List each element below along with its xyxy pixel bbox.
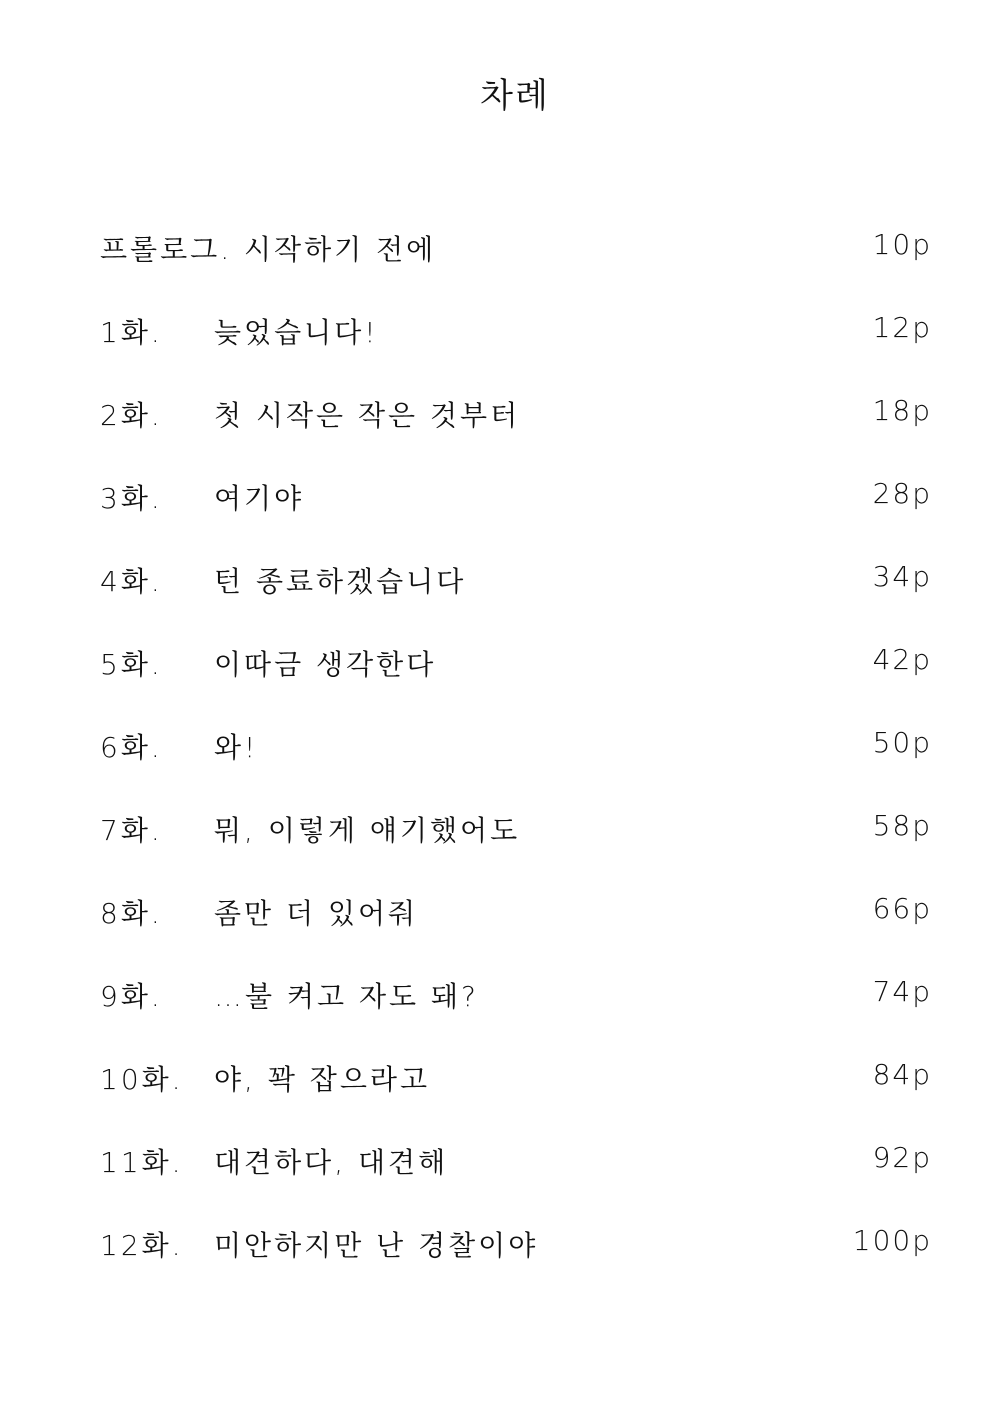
- toc-entry-title: 턴 종료하겠습니다: [214, 565, 467, 598]
- toc-entry-page: 28p: [872, 477, 932, 510]
- toc-entry-title: …불 켜고 자도 돼?: [214, 980, 479, 1013]
- toc-entry-chapter-2: [100, 394, 932, 477]
- toc-entry-page: 50p: [872, 726, 932, 759]
- toc-entry-number: 9화.: [100, 980, 163, 1013]
- toc-entry-number: 11화.: [100, 1146, 184, 1179]
- toc-entry-chapter-12: [100, 1224, 932, 1307]
- toc-entry-chapter-3: [100, 477, 932, 560]
- toc-entry-number: 5화.: [100, 648, 163, 681]
- toc-entry-chapter-8: [100, 892, 932, 975]
- toc-entry-page: 74p: [872, 975, 932, 1008]
- toc-entry-title: 와!: [214, 731, 259, 764]
- page-title: 차례: [480, 76, 550, 116]
- toc-entry-prologue: [100, 228, 932, 311]
- toc-entry-number: 4화.: [100, 565, 163, 598]
- toc-entry-page: 84p: [872, 1058, 932, 1091]
- toc-entry-page: 18p: [872, 394, 932, 427]
- toc-entry-chapter-1: [100, 311, 932, 394]
- toc-entry-page: 12p: [872, 311, 932, 344]
- toc-entry-title: 프롤로그. 시작하기 전에: [100, 233, 437, 266]
- toc-entry-title: 늦었습니다!: [214, 316, 379, 349]
- toc-entry-number: 7화.: [100, 814, 163, 847]
- toc-entry-page: 10p: [872, 228, 932, 261]
- toc-entry-title: 이따금 생각한다: [214, 648, 437, 681]
- toc-entry-page: 66p: [872, 892, 932, 925]
- toc-entry-title: 야, 꽉 잡으라고: [214, 1063, 430, 1096]
- toc-entry-page: 100p: [852, 1224, 932, 1257]
- toc-entry-title: 미안하지만 난 경찰이야: [214, 1229, 539, 1262]
- toc-entry-title: 여기야: [214, 482, 305, 515]
- toc-entry-title: 뭐, 이렇게 얘기했어도: [214, 814, 521, 847]
- toc-entry-chapter-4: [100, 560, 932, 643]
- toc-entry-chapter-7: [100, 809, 932, 892]
- toc-entry-page: 58p: [872, 809, 932, 842]
- toc-entry-chapter-9: [100, 975, 932, 1058]
- toc-entry-title: 대견하다, 대견해: [214, 1146, 449, 1179]
- toc-entry-number: 8화.: [100, 897, 163, 930]
- toc-entry-number: 2화.: [100, 399, 163, 432]
- toc-entry-number: 1화.: [100, 316, 163, 349]
- toc-entry-page: 34p: [872, 560, 932, 593]
- toc-entry-page: 92p: [872, 1141, 932, 1174]
- table-of-contents: [100, 228, 932, 1307]
- toc-entry-chapter-10: [100, 1058, 932, 1141]
- toc-entry-chapter-11: [100, 1141, 932, 1224]
- toc-entry-number: 3화.: [100, 482, 163, 515]
- toc-entry-number: 12화.: [100, 1229, 184, 1262]
- toc-entry-title: 첫 시작은 작은 것부터: [214, 399, 521, 432]
- toc-entry-chapter-6: [100, 726, 932, 809]
- toc-entry-title: 좀만 더 있어줘: [214, 897, 419, 930]
- toc-entry-page: 42p: [872, 643, 932, 676]
- toc-entry-number: 6화.: [100, 731, 163, 764]
- toc-entry-number: 10화.: [100, 1063, 184, 1096]
- toc-entry-chapter-5: [100, 643, 932, 726]
